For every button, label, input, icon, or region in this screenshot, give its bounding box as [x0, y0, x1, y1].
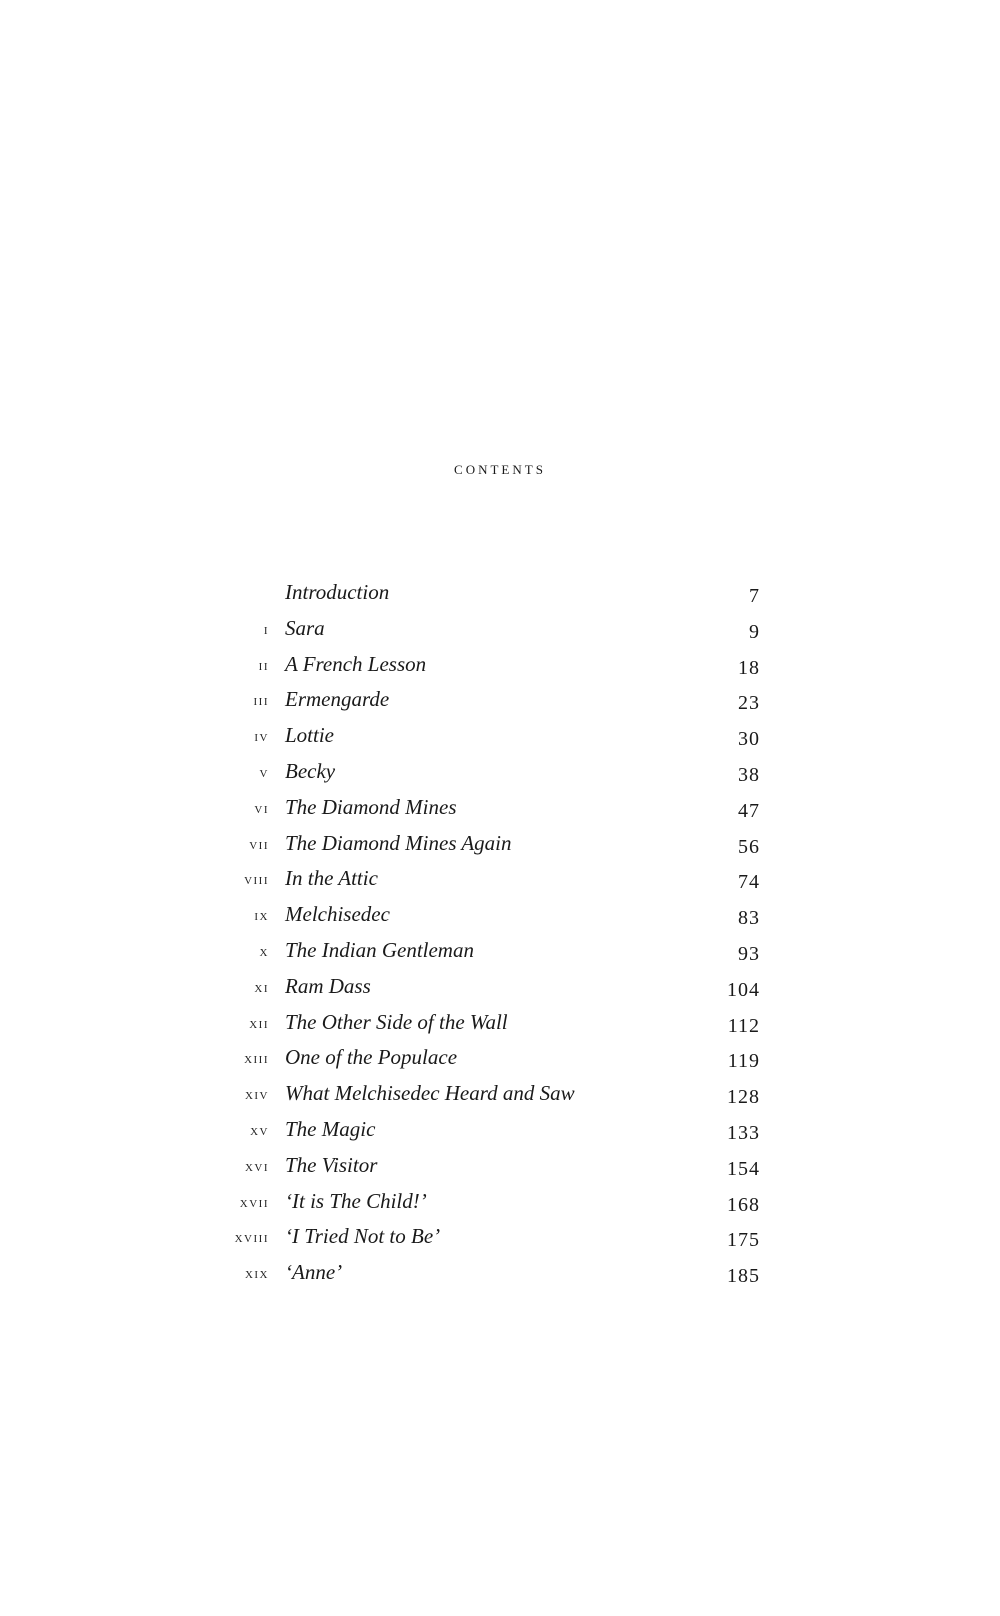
chapter-title: Ram Dass — [285, 973, 371, 998]
toc-entry-introduction — [200, 580, 760, 616]
page-title: contents — [454, 458, 546, 479]
chapter-number: ii — [258, 657, 269, 674]
page-number: 168 — [727, 1193, 760, 1216]
toc-entry-chapter-11 — [200, 974, 760, 1010]
chapter-number: xix — [244, 1266, 269, 1283]
chapter-title: The Magic — [285, 1116, 376, 1141]
page-number: 30 — [738, 728, 760, 751]
chapter-title: Ermengarde — [285, 687, 390, 712]
toc-entry-chapter-13 — [200, 1045, 760, 1081]
chapter-number: xviii — [234, 1230, 269, 1247]
page-number: 18 — [738, 656, 760, 679]
page-number: 104 — [727, 978, 760, 1001]
chapter-number: vi — [254, 800, 269, 817]
page-number: 175 — [727, 1229, 760, 1252]
chapter-title: The Other Side of the Wall — [285, 1009, 508, 1034]
chapter-title: ‘Anne’ — [285, 1260, 343, 1285]
page-number: 47 — [738, 799, 760, 822]
page-number: 56 — [738, 835, 760, 858]
chapter-number: v — [259, 764, 269, 781]
chapter-title: The Diamond Mines Again — [285, 830, 512, 855]
chapter-title: What Melchisedec Heard and Saw — [285, 1081, 575, 1106]
toc-entry-chapter-7 — [200, 831, 760, 867]
page-number: 9 — [749, 620, 760, 643]
chapter-title: In the Attic — [285, 866, 378, 891]
chapter-number: iv — [254, 729, 269, 746]
page-number: 93 — [738, 942, 760, 965]
toc-entry-chapter-1 — [200, 616, 760, 652]
chapter-number: xvii — [239, 1194, 269, 1211]
page-number: 133 — [727, 1121, 760, 1144]
toc-entry-chapter-3 — [200, 687, 760, 723]
chapter-number: viii — [244, 872, 269, 889]
toc-entry-chapter-16 — [200, 1153, 760, 1189]
toc-entry-chapter-9 — [200, 902, 760, 938]
chapter-number: i — [263, 621, 269, 638]
toc-entry-chapter-6 — [200, 795, 760, 831]
chapter-number: iii — [253, 693, 269, 710]
toc-entry-chapter-15 — [200, 1117, 760, 1153]
chapter-title: ‘It is The Child!’ — [285, 1188, 427, 1213]
chapter-title: Lottie — [285, 723, 335, 748]
chapter-number: xiv — [244, 1087, 269, 1104]
chapter-number: xv — [250, 1122, 269, 1139]
chapter-title: Melchisedec — [285, 902, 390, 927]
table-of-contents — [200, 580, 760, 1296]
chapter-title: Introduction — [285, 580, 390, 604]
toc-entry-chapter-18 — [200, 1224, 760, 1260]
chapter-number: xii — [249, 1015, 269, 1032]
chapter-title: Becky — [285, 758, 336, 783]
toc-entry-chapter-17 — [200, 1189, 760, 1225]
chapter-title: The Indian Gentleman — [285, 937, 474, 962]
toc-entry-chapter-2 — [200, 652, 760, 688]
page-number: 74 — [738, 871, 760, 894]
page-number: 112 — [727, 1014, 760, 1037]
page-number: 128 — [727, 1086, 760, 1109]
chapter-number: xiii — [244, 1051, 269, 1068]
chapter-number: xvi — [244, 1158, 269, 1175]
toc-entry-chapter-4 — [200, 723, 760, 759]
chapter-title: A French Lesson — [285, 651, 427, 676]
chapter-number: ix — [254, 908, 269, 925]
chapter-number: xi — [254, 979, 269, 996]
toc-entry-chapter-12 — [200, 1010, 760, 1046]
page-number: 119 — [727, 1050, 760, 1073]
toc-entry-chapter-10 — [200, 938, 760, 974]
chapter-title: The Visitor — [285, 1152, 378, 1177]
chapter-number: x — [259, 943, 269, 960]
chapter-title: The Diamond Mines — [285, 794, 457, 819]
page-number: 7 — [749, 585, 760, 607]
chapter-number: vii — [249, 836, 269, 853]
toc-entry-chapter-8 — [200, 866, 760, 902]
page-number: 185 — [727, 1265, 760, 1288]
page-number: 83 — [738, 907, 760, 930]
page-number: 38 — [738, 763, 760, 786]
toc-entry-chapter-5 — [200, 759, 760, 795]
chapter-title: One of the Populace — [285, 1045, 458, 1070]
toc-entry-chapter-14 — [200, 1081, 760, 1117]
page-number: 154 — [727, 1157, 760, 1180]
page-number: 23 — [738, 692, 760, 715]
toc-entry-chapter-19 — [200, 1260, 760, 1296]
chapter-title: ‘I Tried Not to Be’ — [285, 1224, 441, 1249]
chapter-title: Sara — [285, 615, 325, 640]
